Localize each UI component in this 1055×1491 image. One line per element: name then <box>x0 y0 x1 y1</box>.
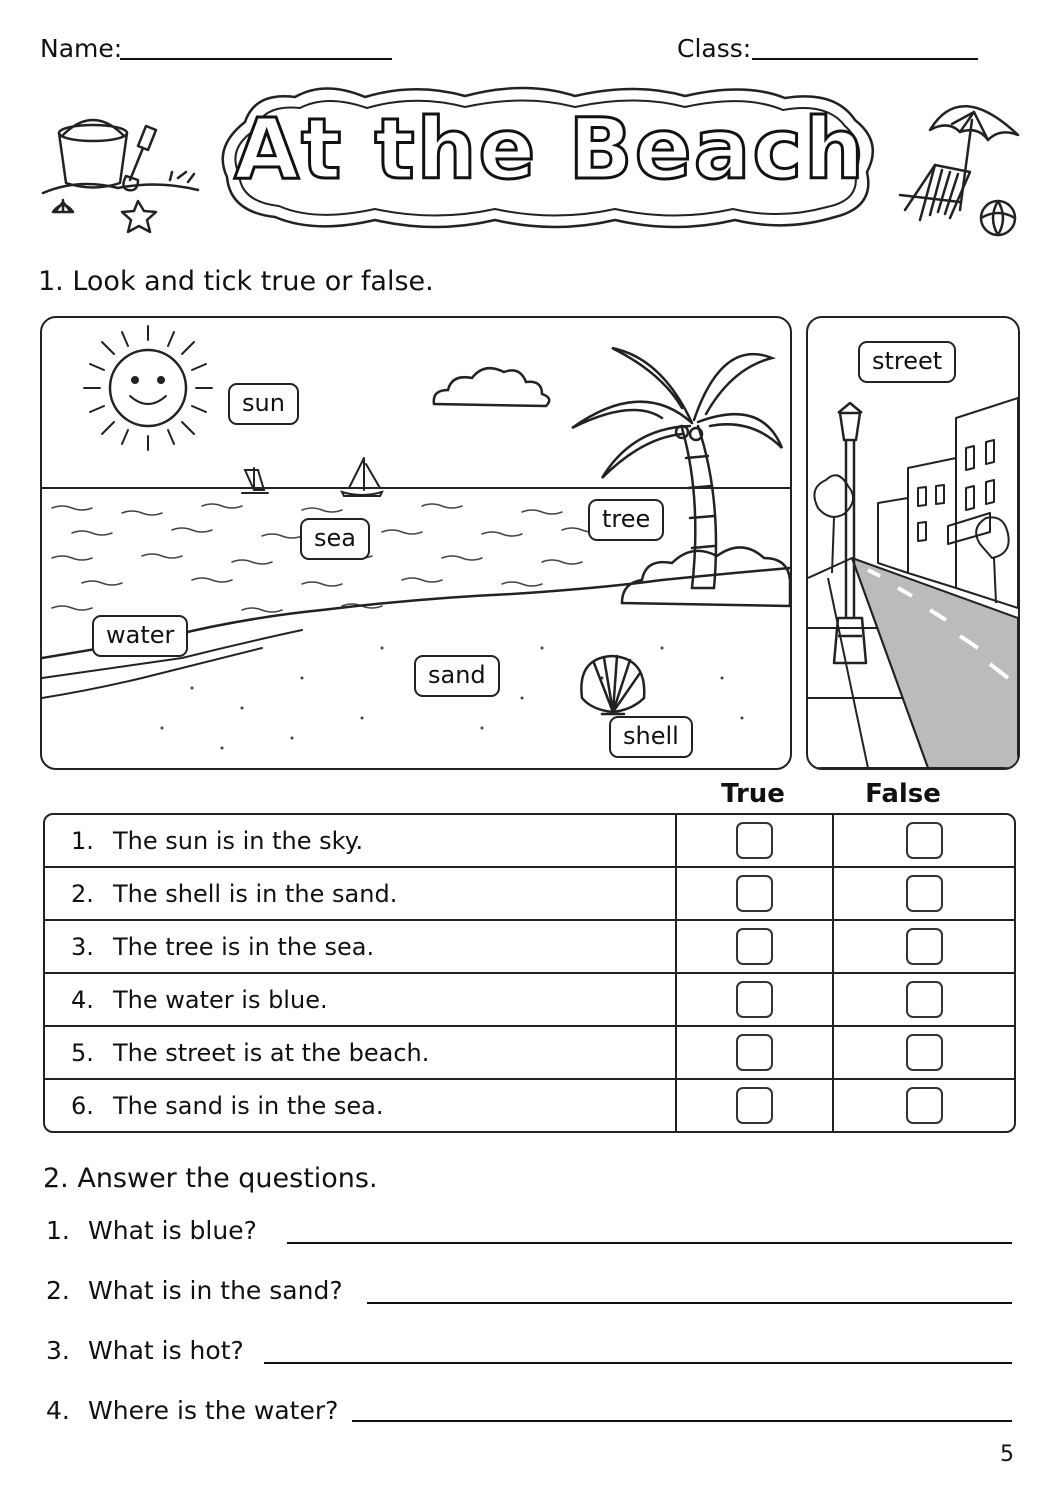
cloud-icon <box>434 368 549 406</box>
false-checkbox[interactable] <box>906 1087 943 1124</box>
statement-cell <box>45 1080 675 1131</box>
statement-number: 2. <box>71 879 94 908</box>
name-label: Name: <box>40 34 123 63</box>
label-sand: sand <box>414 655 500 697</box>
question-number: 4. <box>46 1396 70 1425</box>
false-cell <box>832 974 1014 1027</box>
answer-line-1[interactable] <box>287 1242 1012 1244</box>
label-water: water <box>92 615 188 657</box>
statement-cell <box>45 1027 675 1080</box>
question-number: 3. <box>46 1336 70 1365</box>
question-text: What is in the sand? <box>88 1276 343 1305</box>
question-text: Where is the water? <box>88 1396 339 1425</box>
false-cell <box>832 815 1014 868</box>
true-cell <box>675 921 832 974</box>
question-number: 1. <box>46 1216 70 1245</box>
label-sun: sun <box>228 383 299 425</box>
statement-text: The street is at the beach. <box>113 1038 430 1067</box>
answer-line-3[interactable] <box>264 1362 1012 1364</box>
statement-text: The sand is in the sea. <box>113 1091 384 1120</box>
section2-title: 2. Answer the questions. <box>43 1163 378 1194</box>
false-checkbox[interactable] <box>906 822 943 859</box>
false-checkbox[interactable] <box>906 1034 943 1071</box>
statement-row <box>45 815 1014 868</box>
question-number: 2. <box>46 1276 70 1305</box>
statement-number: 5. <box>71 1038 94 1067</box>
true-checkbox[interactable] <box>736 822 773 859</box>
statement-row <box>45 1027 1014 1080</box>
page-title: At the Beach <box>234 100 866 198</box>
true-checkbox[interactable] <box>736 875 773 912</box>
street-lamp-icon <box>834 403 866 663</box>
false-checkbox[interactable] <box>906 981 943 1018</box>
true-checkbox[interactable] <box>736 1087 773 1124</box>
label-street: street <box>858 341 956 383</box>
question-4 <box>46 1396 338 1425</box>
statement-text: The shell is in the sand. <box>113 879 398 908</box>
statement-number: 1. <box>71 826 94 855</box>
shell-icon <box>581 656 644 714</box>
false-column-header: False <box>865 779 941 809</box>
statement-number: 6. <box>71 1091 94 1120</box>
street-scene <box>806 316 1020 770</box>
label-tree: tree <box>588 499 664 541</box>
answer-line-4[interactable] <box>352 1420 1012 1422</box>
true-cell <box>675 1027 832 1080</box>
class-label: Class: <box>677 34 752 63</box>
class-field[interactable] <box>752 58 978 60</box>
statement-cell <box>45 974 675 1027</box>
true-checkbox[interactable] <box>736 1034 773 1071</box>
sun-icon <box>110 350 186 426</box>
statement-row <box>45 868 1014 921</box>
bucket-icon <box>38 118 213 233</box>
label-shell: shell <box>609 716 693 758</box>
statement-cell <box>45 815 675 868</box>
true-cell <box>675 974 832 1027</box>
palm-tree-icon <box>572 348 782 588</box>
label-sea: sea <box>300 518 370 560</box>
statement-text: The tree is in the sea. <box>113 932 375 961</box>
question-text: What is hot? <box>88 1336 244 1365</box>
question-text: What is blue? <box>88 1216 257 1245</box>
statement-row <box>45 921 1014 974</box>
name-field[interactable] <box>120 58 392 60</box>
section1-title: 1. Look and tick true or false. <box>38 266 434 297</box>
statement-row <box>45 1080 1014 1131</box>
true-cell <box>675 868 832 921</box>
true-checkbox[interactable] <box>736 981 773 1018</box>
statement-cell <box>45 868 675 921</box>
true-column-header: True <box>721 779 785 809</box>
statement-row <box>45 974 1014 1027</box>
false-cell <box>832 1027 1014 1080</box>
question-3 <box>46 1336 244 1365</box>
question-2 <box>46 1276 343 1305</box>
statement-text: The sun is in the sky. <box>113 826 364 855</box>
true-cell <box>675 815 832 868</box>
false-cell <box>832 1080 1014 1131</box>
false-cell <box>832 868 1014 921</box>
statement-number: 3. <box>71 932 94 961</box>
false-checkbox[interactable] <box>906 875 943 912</box>
false-cell <box>832 921 1014 974</box>
beach-scene <box>40 316 792 770</box>
statement-number: 4. <box>71 985 94 1014</box>
answer-line-2[interactable] <box>367 1302 1012 1304</box>
statement-text: The water is blue. <box>113 985 328 1014</box>
true-false-table <box>43 813 1016 1133</box>
false-checkbox[interactable] <box>906 928 943 965</box>
true-cell <box>675 1080 832 1131</box>
true-checkbox[interactable] <box>736 928 773 965</box>
statement-cell <box>45 921 675 974</box>
umbrella-icon <box>890 90 1025 240</box>
question-1 <box>46 1216 257 1245</box>
page-number: 5 <box>1000 1442 1014 1467</box>
